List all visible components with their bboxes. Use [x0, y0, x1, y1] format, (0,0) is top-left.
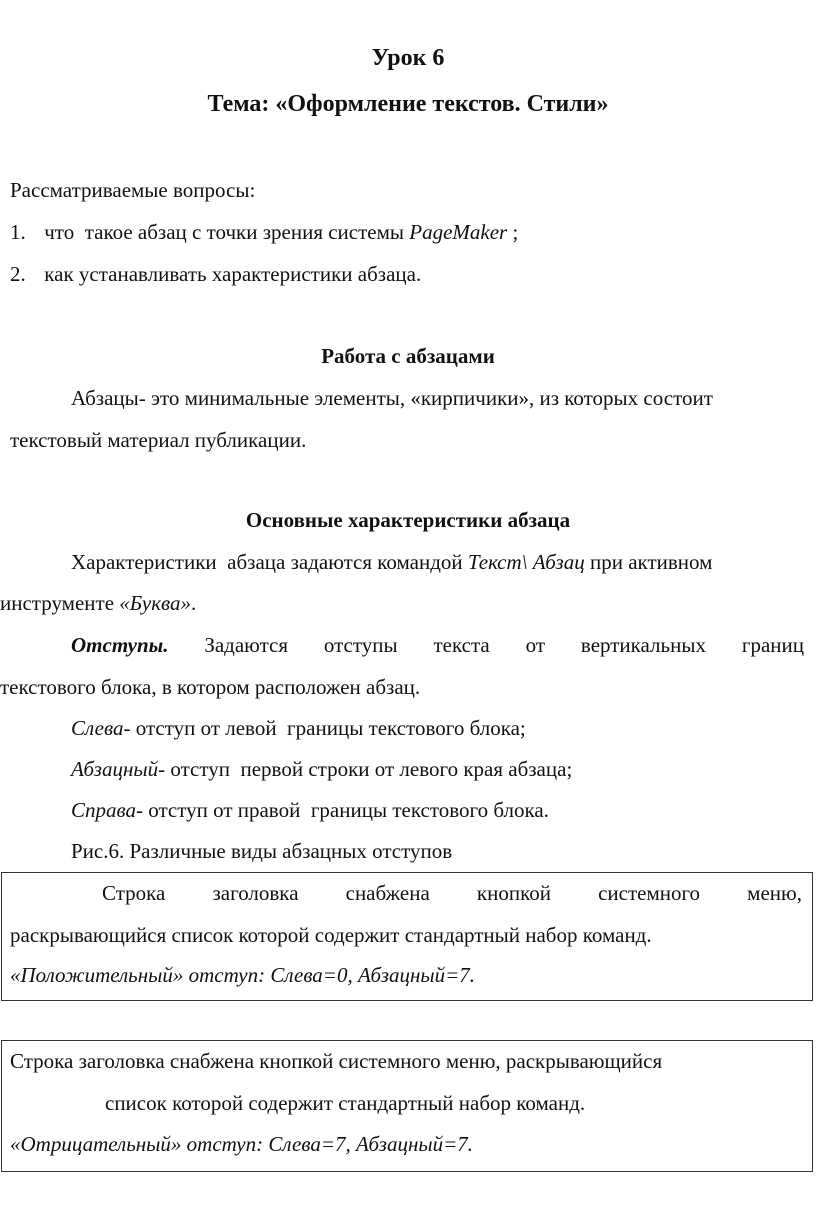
text-run: - отступ от правой границы текстового блока. — [135, 798, 549, 822]
text-run: - отступ от левой границы текстового блока; — [123, 716, 526, 740]
tool-name: «Буква» — [119, 591, 192, 615]
question-number: 2. — [10, 262, 26, 286]
word: границ — [741, 633, 804, 657]
characteristics-tool-line — [0, 591, 196, 615]
indents-line2: текстового блока, в котором расположен абзац. — [0, 675, 421, 699]
word: от — [525, 633, 546, 657]
question-item-2 — [10, 262, 421, 286]
question-item-1 — [10, 220, 518, 244]
paragraph-definition-line1: Абзацы- это минимальные элементы, «кирпичики», из которых состоит — [71, 386, 713, 410]
word: снабжена — [345, 881, 430, 905]
section-heading-paragraphs: Работа с абзацами — [321, 344, 495, 368]
indent-first-term: Абзацный — [71, 757, 159, 781]
example-positive-label: «Положительный» отступ: Слева=0, Абзацный=7. — [10, 963, 476, 987]
indent-left-definition — [71, 716, 526, 740]
question-number: 1. — [10, 220, 26, 244]
text-run: Характеристики абзаца задаются командой — [71, 550, 468, 574]
figure-caption: Рис.6. Различные виды абзацных отступов — [71, 839, 453, 863]
indent-left-term: Слева — [71, 716, 124, 740]
example-box-positive-indent — [1, 872, 813, 1001]
question-text: что такое абзац с точки зрения системы — [44, 220, 410, 244]
indent-right-term: Справа — [71, 798, 136, 822]
question-text-end: ; — [507, 220, 519, 244]
indent-first-line-definition — [71, 757, 572, 781]
question-app-name: PageMaker — [409, 220, 508, 244]
example-negative-line2: список которой содержит стандартный набор команд. — [105, 1091, 586, 1115]
word: Задаются — [204, 633, 288, 657]
word: меню, — [747, 881, 802, 905]
word: отступы — [323, 633, 398, 657]
question-text: как устанавливать характеристики абзаца. — [44, 262, 422, 286]
word: кнопкой — [476, 881, 551, 905]
example-box-negative-indent — [1, 1040, 813, 1172]
command-name: Текст\ Абзац — [467, 550, 585, 574]
word: текста — [433, 633, 490, 657]
characteristics-intro — [71, 550, 712, 574]
paragraph-definition-line2: текстовый материал публикации. — [10, 428, 307, 452]
word: Строка — [102, 881, 166, 905]
text-run: . — [191, 591, 197, 615]
indents-term: Отступы. — [71, 633, 169, 657]
example-negative-label: «Отрицательный» отступ: Слева=7, Абзацный=7. — [10, 1132, 474, 1156]
example-negative-line1: Строка заголовка снабжена кнопкой системного меню, раскрывающийся — [10, 1049, 663, 1073]
example-positive-line2: раскрывающийся список которой содержит стандартный набор команд. — [10, 923, 652, 947]
text-run: при активном — [584, 550, 713, 574]
section-heading-characteristics: Основные характеристики абзаца — [245, 508, 571, 532]
text-run: инструменте — [0, 591, 120, 615]
example-positive-line1 — [102, 881, 802, 905]
word: заголовка — [212, 881, 299, 905]
topic-title: Тема: «Оформление текстов. Стили» — [207, 91, 609, 117]
lesson-title: Урок 6 — [371, 45, 445, 71]
text-run: - отступ первой строки от левого края абзаца; — [158, 757, 573, 781]
indents-line1 — [71, 633, 804, 657]
indent-right-definition — [71, 798, 549, 822]
word: системного — [598, 881, 701, 905]
questions-intro: Рассматриваемые вопросы: — [10, 178, 256, 202]
word: вертикальных — [580, 633, 706, 657]
